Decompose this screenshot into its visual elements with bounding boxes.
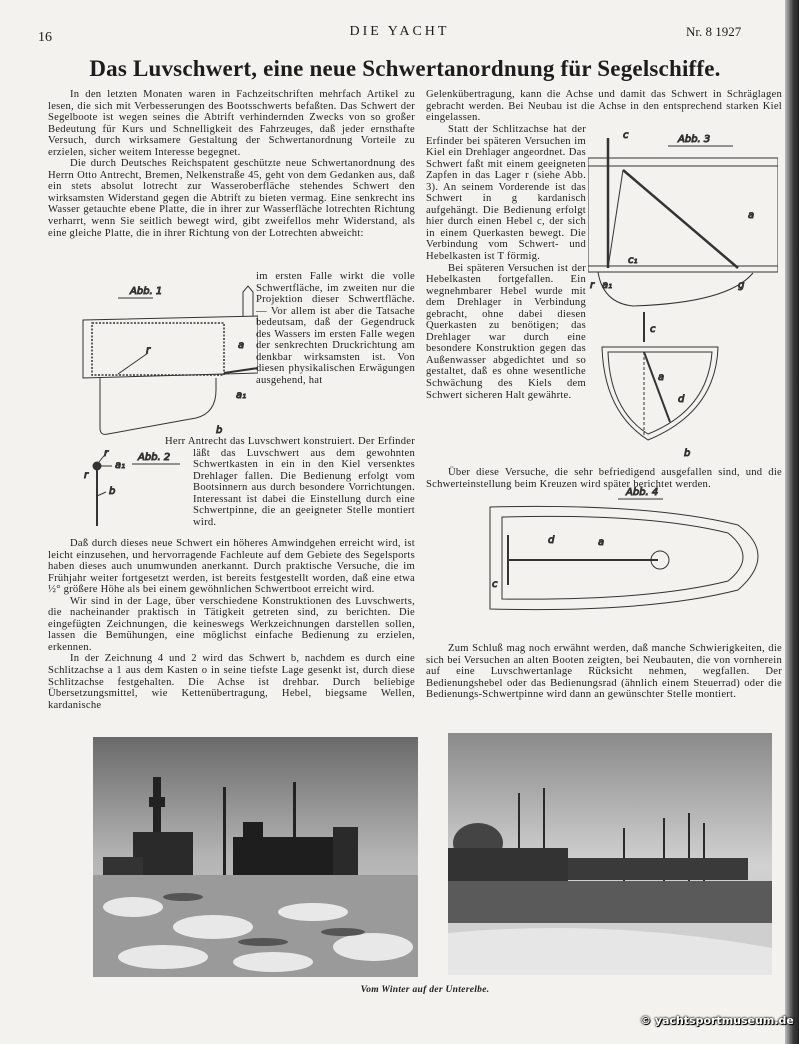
svg-text:a: a xyxy=(748,210,755,221)
svg-text:a: a xyxy=(658,372,665,383)
paragraph: Daß durch dieses neue Schwert ein höheres Amwindgehen erreicht wird, ist leicht einzusehen, und hervorragende Fachleute auf dem Gebiete des Segelsports haben dieses auch unumwunden anerkannt. Durch praktische Versuche, die im Frühjahr weiter fortgesetzt werden, ist bereits festgestellt worden, daß eine etwa ½° größere Höhe als bei einem gewöhnlichen Schwertboot erreicht wird. xyxy=(48,538,415,596)
left-text-block-1 xyxy=(48,89,415,239)
figure-abb-3 xyxy=(588,128,778,308)
watermark: © yachtsportmuseum.de xyxy=(640,1014,794,1027)
svg-text:a₁: a₁ xyxy=(115,460,126,471)
svg-text:a₁: a₁ xyxy=(602,280,613,291)
figure-abb-1 xyxy=(78,278,258,438)
svg-text:d: d xyxy=(678,394,685,405)
svg-text:b: b xyxy=(216,425,223,436)
svg-text:a: a xyxy=(598,537,605,548)
svg-text:r: r xyxy=(84,470,89,481)
paragraph: Zum Schluß mag noch erwähnt werden, daß manche Schwierigkeiten, die sich bei Versuchen an alten Booten zeigten, bei Neubauten, die von vornherein auf eine Luvschwertanlage Rücksicht nehmen, wegfallen. Der Bedienungshebel oder das Bedienungsrad (ähnlich einem Steuerrad) oder die Bedienungs-Schwertpinne wird dann an gewünschter Stelle montiert. xyxy=(426,643,782,701)
svg-text:r: r xyxy=(146,345,151,356)
figure-cross-section xyxy=(600,312,720,457)
paragraph: In der Zeichnung 4 und 2 wird das Schwert b, nachdem es durch eine Schlitzachse a 1 aus dem Kasten o in seine tiefste Lage gesenkt ist, durch diese Schlitzachse festgehalten. Die Achse ist drehbar. Durch beliebige Übersetzungsmittel, wie Kettenübertragung, Hebel, biegsame Wellen, kardanische xyxy=(48,653,415,711)
svg-text:b: b xyxy=(684,448,691,457)
svg-text:d: d xyxy=(548,535,555,546)
svg-text:r: r xyxy=(104,448,109,459)
left-text-block-2 xyxy=(256,271,415,386)
svg-text:g: g xyxy=(738,280,745,291)
photo-caption: Vom Winter auf der Unterelbe. xyxy=(360,985,490,995)
figure-label: Abb. 1 xyxy=(130,286,163,297)
paragraph: Über diese Versuche, die sehr befriedigend ausgefallen sind, und die Schwerteinstellung beim Kreuzen wird später berichtet werden. xyxy=(426,467,782,490)
left-text-block-4 xyxy=(48,538,415,711)
paragraph: Wir sind in der Lage, über verschiedene Konstruktionen des Luvschwerts, die nacheinander praktisch in Tätigkeit getreten sind, zu berichten. Die eingefügten Zeichnungen, die keineswegs Werkzeichnungen darstellen sollen, lassen die Bemühungen, eine möglichst einfache Bedienung zu erzielen, erkennen. xyxy=(48,595,415,653)
paragraph: Gelenkübertragung, kann die Achse und damit das Schwert in Schräglagen gebracht werden. Bei Neubau ist die Achse in den entsprechend starken Kiel eingelassen. xyxy=(426,89,782,124)
paragraph: Bei späteren Versuchen ist der Hebelkasten fortgefallen. Ein wegnehmbarer Hebel wurde mit dem Drehlager in Verbindung gebracht, ohne dabei diesen Querkasten zu benötigen; das Drehlager war durch eine besondere Konstruktion gegen das Außenwasser abgedichtet und so gestaltet, daß es ohne wesentliche Schwächung des Kiels dem Schwert sicheren Halt gewährte. xyxy=(426,262,586,401)
right-text-block-4 xyxy=(426,643,782,701)
paragraph: im ersten Falle wirkt die volle Schwertfläche, im zweiten nur die Projektion dieser Schwertfläche. — Vor allem ist aber die Tatsache bedeutsam, daß der Gegendruck des Wassers im ersten Falle wegen der senkrechten Druckrichtung am denkbar wirksamsten ist. Von diesen physikalischen Erwägungen ausgehend, hat xyxy=(256,271,415,386)
figure-abb-4 xyxy=(488,485,778,630)
paragraph: In den letzten Monaten waren in Fachzeitschriften mehrfach Artikel zu lesen, die sich mit Verbesserungen des Bootsschwerts befaßten. Das Schwert der Segelboote ist wegen seines die Abtrift verhindernden Zwecks von so großer Bedeutung für Kurs und Schnelligkeit des Fahrzeuges, daß jeder ernsthafte Versuch, durch wirksamere Gestaltung der Schwertanordnung Vorteile zu erzielen, sicher weitem Interesse begegnet. xyxy=(48,89,415,158)
figure-label: Abb. 2 xyxy=(138,452,171,463)
right-text-block-1 xyxy=(426,89,782,124)
magazine-name: DIE YACHT xyxy=(349,24,450,39)
svg-text:c: c xyxy=(650,324,656,335)
svg-text:r: r xyxy=(590,280,595,291)
paragraph: Statt der Schlitzachse hat der Erfinder bei späteren Versuchen im Kiel ein Drehlager angeordnet. Das Schwert faßt mit einem geeigneten Zapfen in das Lager r (siehe Abb. 3). An seinem Vorderende ist das Schwert in g kardanisch aufgehängt. Die Bedienung erfolgt hier durch einen Hebel c, der sich in einem Querkasten bewegt. Die Verbindung vom Schwert- und Hebelkasten ist T förmig. xyxy=(426,124,586,263)
figure-abb-2 xyxy=(82,448,192,530)
svg-text:c: c xyxy=(492,579,498,590)
svg-text:c₁: c₁ xyxy=(628,255,638,266)
photo-harbor-lighthouse xyxy=(93,737,418,982)
issue-number: Nr. 8 1927 xyxy=(686,24,742,39)
right-text-block-2 xyxy=(426,124,586,401)
left-text-block-3 xyxy=(165,436,415,528)
svg-text:a₁: a₁ xyxy=(236,390,247,401)
photo-sailing-ships-ice xyxy=(448,733,772,980)
page-number: 16 xyxy=(38,30,52,45)
svg-text:c: c xyxy=(623,130,629,141)
figure-label: Abb. 3 xyxy=(678,134,711,145)
scan-edge xyxy=(785,0,799,1044)
figure-label: Abb. 4 xyxy=(626,487,659,498)
article-title: Das Luvschwert, eine neue Schwertanordnung für Segelschiffe. xyxy=(89,56,721,81)
svg-text:b: b xyxy=(109,486,116,497)
paragraph: Die durch Deutsches Reichspatent geschützte neue Schwertanordnung des Herrn Otto Antrecht, Bremen, Nelkenstraße 45, geht von dem Gedanken aus, daß ein stets absolut lotrecht zur Wasseroberfläche stehendes Schwert den wirksamsten Widerstand gegen die Abtrift zu bieten vermag. Eine senkrecht ins Wasser getauchte ebene Platte, die in ihrer zur Wasserfläche lotrechten Richtung verharrt, wenn Sie seitlich bewegt wird, gibt zweifellos mehr Widerstand, als eine gleiche Platte, die in ihrer Richtung von der Lotrechten abweicht: xyxy=(48,158,415,239)
svg-text:a: a xyxy=(238,340,245,351)
paragraph: Herr Antrecht das Luvschwert konstruiert. Der Erfinder läßt das Luvschwert aus dem gewohnten Schwertkasten in ein in den Kiel versenktes Drehlager fallen. Die Bedienung erfolgt vom Bootsinnern aus durch besondere Vorrichtungen. Interessant ist dabei die Einstellung durch eine Schwertpinne, die an geeigneter Stelle montiert wird. xyxy=(165,436,415,528)
